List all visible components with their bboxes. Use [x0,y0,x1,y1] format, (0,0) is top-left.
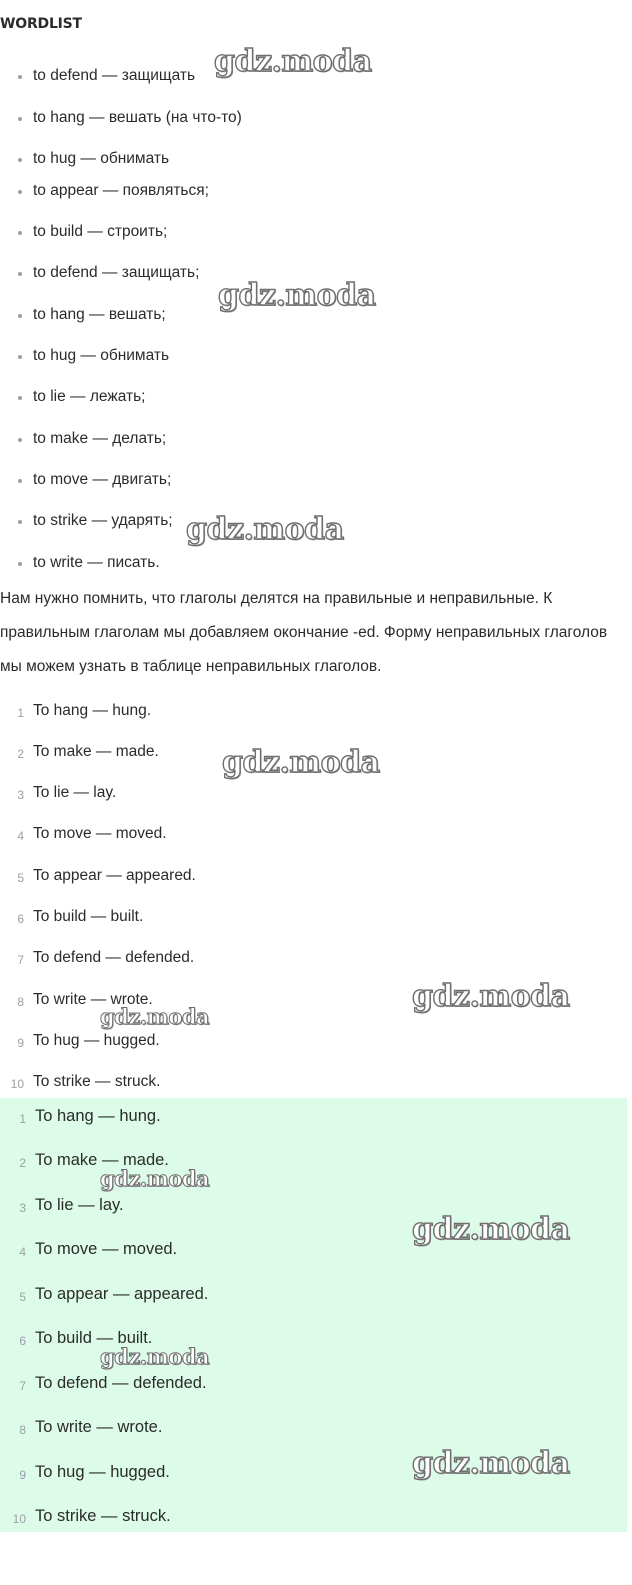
list-item: to appear — появляться; [33,182,209,199]
list-item [12,1506,171,1526]
item-text: To lie — lay. [35,1196,124,1214]
list-item: to hug — обнимать [33,150,170,167]
list-item [17,907,144,927]
list-item: to hug — обнимать [33,347,170,364]
item-text: To appear — appeared. [35,1285,209,1303]
item-text: To hang — hung. [33,702,152,719]
item-text: To move — moved. [35,1240,178,1258]
item-text: To strike — struck. [35,1507,171,1525]
list-item: to build — строить; [33,223,168,240]
item-number: 9 [19,1468,26,1482]
item-text: To make — made. [33,743,159,760]
item-text: To make — made. [35,1151,169,1169]
item-number: 10 [10,1077,24,1091]
item-number: 6 [17,912,24,926]
item-number: 7 [19,1379,26,1393]
item-number: 6 [19,1334,26,1348]
item-number: 4 [17,829,24,843]
item-text: To write — wrote. [35,1418,163,1436]
watermark: gdz.moda [412,1212,570,1247]
watermark: gdz.moda [412,979,570,1014]
list-item [19,1239,178,1259]
list-item: to strike — ударять; [33,512,173,529]
watermark: gdz.moda [186,512,344,547]
list-item: to hang — вешать (на что-то) [33,109,242,126]
item-number: 5 [17,871,24,885]
list-item: to defend — защищать [33,67,196,84]
list-item: to make — делать; [33,430,167,447]
item-number: 9 [17,1036,24,1050]
item-text: To write — wrote. [33,991,153,1008]
list-item [19,1417,163,1437]
item-text: To move — moved. [33,825,167,842]
watermark: gdz.moda [100,1166,210,1191]
wordlist-heading: WORDLIST [0,16,82,32]
item-text: To defend — defended. [35,1374,207,1392]
item-text: To lie — lay. [33,784,117,801]
item-number: 5 [19,1290,26,1304]
list-item [17,866,196,886]
item-number: 2 [17,747,24,761]
list-item: to write — писать. [33,554,160,571]
list-item: to lie — лежать; [33,388,146,405]
list-item [19,1106,161,1126]
item-number: 3 [19,1201,26,1215]
list-item: to hang — вешать; [33,306,166,323]
item-number: 8 [19,1423,26,1437]
item-number: 3 [17,788,24,802]
list-item [19,1462,170,1482]
list-item [19,1195,124,1215]
list-item [17,701,152,721]
watermark: gdz.moda [100,1004,210,1029]
item-number: 1 [19,1112,26,1126]
watermark: gdz.moda [218,278,376,313]
watermark: gdz.moda [214,44,372,79]
item-number: 7 [17,953,24,967]
watermark: gdz.moda [412,1446,570,1481]
item-text: To build — built. [33,908,144,925]
list-item: to defend — защищать; [33,264,200,281]
item-text: To hang — hung. [35,1107,161,1125]
list-item [17,742,159,762]
list-item [19,1373,207,1393]
item-text: To hug — hugged. [33,1032,160,1049]
item-text: To strike — struck. [33,1073,161,1090]
item-number: 10 [12,1512,26,1526]
list-item [10,1072,161,1092]
list-item [17,1031,160,1051]
item-number: 1 [17,706,24,720]
item-text: To defend — defended. [33,949,195,966]
explanation-paragraph: Нам нужно помнить, что глаголы делятся на правильные и неправильные. К правильным глаголам мы добавляем окончание -ed. Форму неправильных глаголов мы можем узнать в таблице неправильных глаголов. [0,590,608,675]
list-item: to move — двигать; [33,471,172,488]
item-text: To build — built. [35,1329,153,1347]
watermark: gdz.moda [222,745,380,780]
item-number: 2 [19,1156,26,1170]
list-item [17,948,195,968]
item-text: To hug — hugged. [35,1463,170,1481]
item-number: 8 [17,995,24,1009]
watermark: gdz.moda [100,1344,210,1369]
item-number: 4 [19,1245,26,1259]
list-item [17,783,117,803]
list-item [17,824,167,844]
item-text: To appear — appeared. [33,867,196,884]
list-item [19,1284,209,1304]
